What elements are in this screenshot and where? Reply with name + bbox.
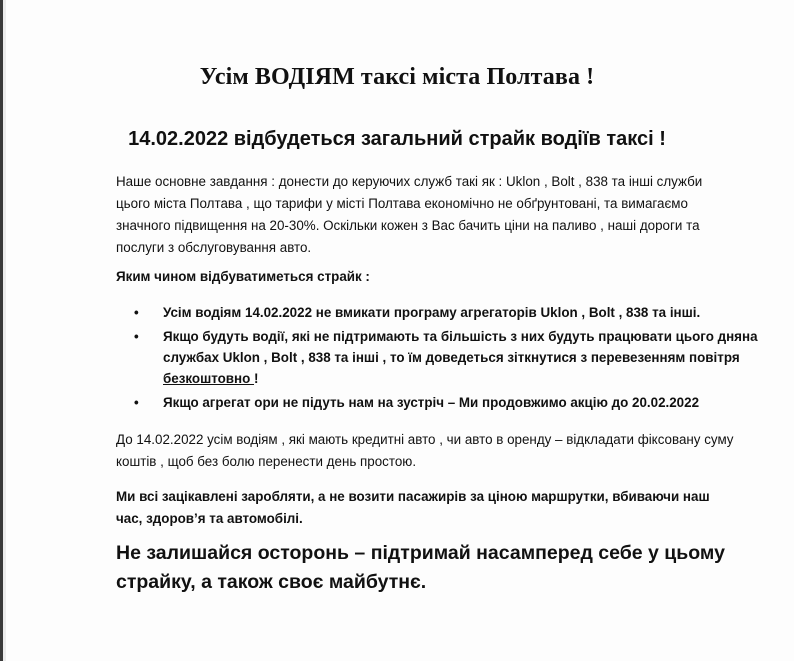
strike-method-heading: Яким чином відбуватиметься страйк : xyxy=(116,269,370,284)
list-item-text: Усім водіям 14.02.2022 не вмикати програму агрегаторів Uklon , Bolt , 838 та інші. xyxy=(163,305,701,320)
document-title: Усім ВОДІЯМ таксі міста Полтава ! xyxy=(199,64,595,90)
underlined-free-text: безкоштовно xyxy=(163,371,255,386)
bullet-icon: • xyxy=(134,395,139,410)
exclamation-suffix: ! xyxy=(254,371,259,386)
list-item xyxy=(134,326,783,389)
bullet-icon: • xyxy=(134,305,139,320)
list-item xyxy=(134,302,783,323)
interest-statement-paragraph: Ми всі зацікавлені заробляти, а не возити пасажирів за ціною маршрутки, вбиваючи наш час, здоров’я та автомобілі. xyxy=(116,489,710,526)
document-subtitle: 14.02.2022 відбудеться загальний страйк водіїв таксі ! xyxy=(128,128,666,150)
call-to-action: Не залишайся осторонь – підтримай насамперед себе у цьому страйку, а також своє майбутнє. xyxy=(116,542,725,593)
savings-note-paragraph: До 14.02.2022 усім водіям , які мають кредитні авто , чи авто в оренду – відкладати фіксовану суму коштів , щоб без болю перенести день простою. xyxy=(116,432,734,469)
list-item-text: Якщо агрегат ори не підуть нам на зустріч – Ми продовжимо акцію до 20.02.2022 xyxy=(163,395,700,410)
list-item xyxy=(134,392,783,413)
intro-paragraph: Наше основне завдання : донести до керуючих служб такі як : Uklon , Bolt , 838 та інші служби цього міста Полтава , що тарифи у місті Полтава економічно не обґрунтовані, та вимагаємо значного підвищення на 20-30%. Оскільки кожен з Вас бачить ціни на паливо , наші дороги та послуги з обслуговування авто. xyxy=(116,174,703,255)
bullet-icon: • xyxy=(134,329,139,344)
strike-rules-list xyxy=(116,302,783,416)
list-item-text: Якщо будуть водії, які не підтримають та більшість з них будуть працювати цього дняна службах Uklon , Bolt , 838 та інші , то їм доведеться зіткнутися з перевезенням повітря xyxy=(163,329,758,365)
